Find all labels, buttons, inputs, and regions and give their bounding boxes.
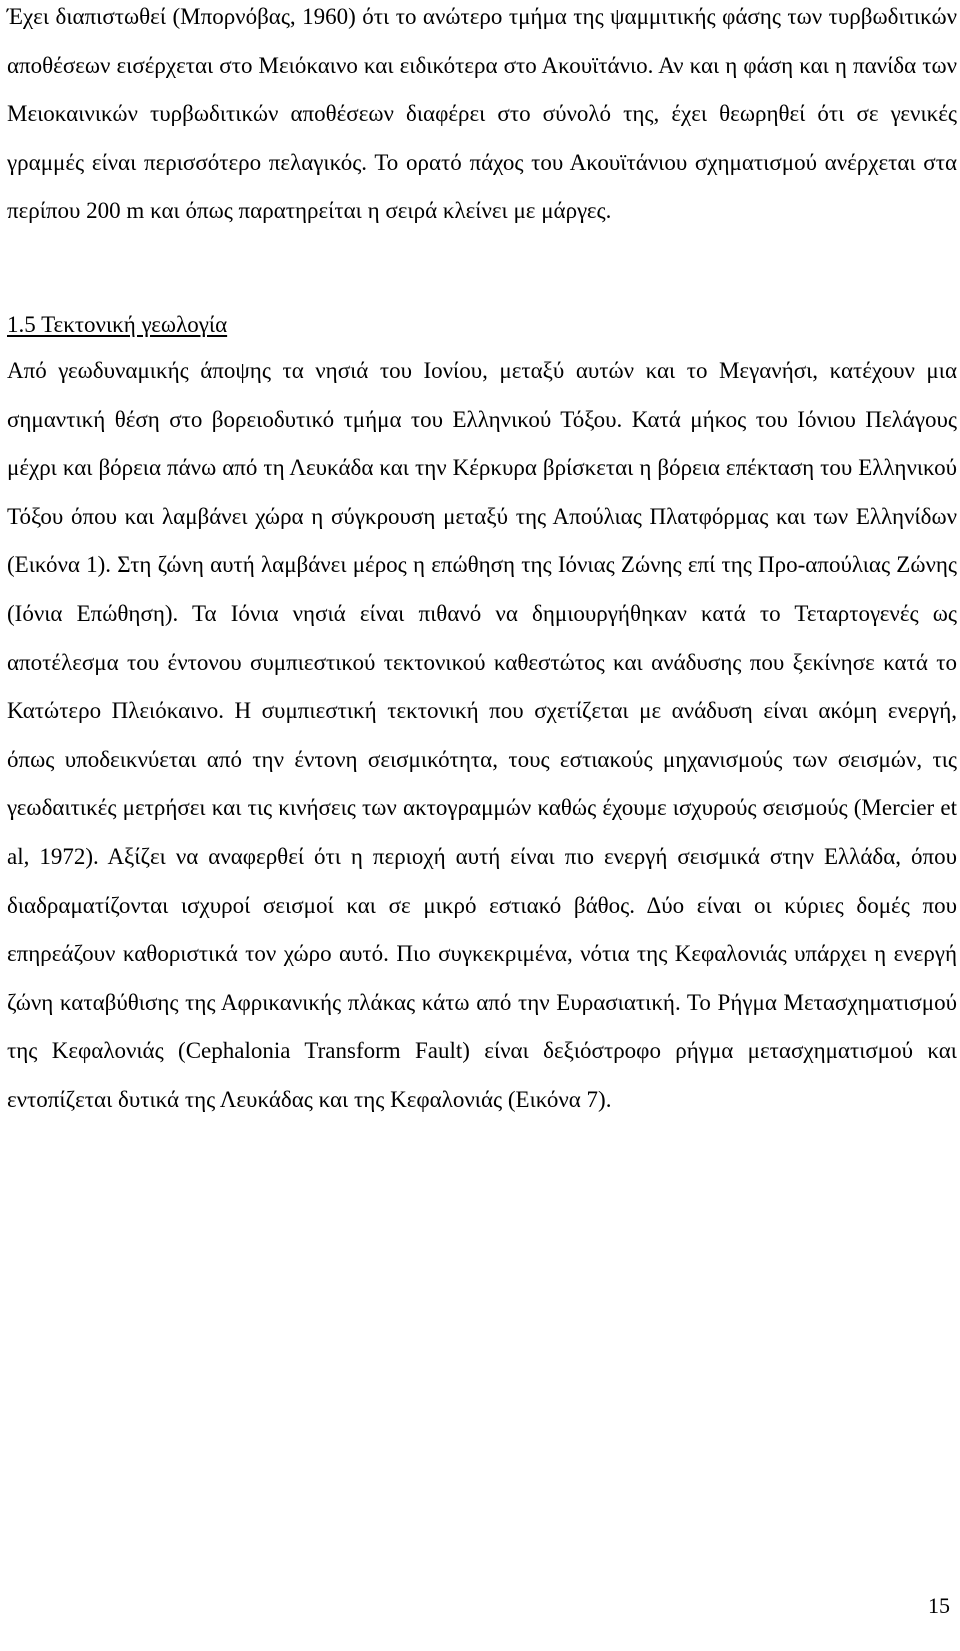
section-heading: 1.5 Τεκτονική γεωλογία [7,312,228,337]
intro-paragraph: Έχει διαπιστωθεί (Μπορνόβας, 1960) ότι το ανώτερο τμήμα της ψαμμιτικής φάσης των τυρβωδιτικών αποθέσεων εισέρχεται στο Μειόκαινο και ειδικότερα στο Ακουϊτάνιο. Αν και η φάση και η πανίδα των Μειοκαινικών τυρβωδιτικών αποθέσεων διαφέρει στο σύνολό της, έχει θεωρηθεί ότι σε γενικές γραμμές είναι περισσότερο πελαγικός. Το ορατό πάχος του Ακουϊτάνιου σχηματισμού ανέρχεται στα περίπου 200 m και όπως παρατηρείται η σειρά κλείνει με μάργες. [7,4,957,224]
tectonic-geology-paragraph: Από γεωδυναμικής άποψης τα νησιά του Ιονίου, μεταξύ αυτών και το Μεγανήσι, κατέχουν μια σημαντική θέση στο βορειοδυτικό τμήμα του Ελληνικού Τόξου. Κατά μήκος του Ιόνιου Πελάγους μέχρι και βόρεια πάνω από τη Λευκάδα και την Κέρκυρα βρίσκεται η βόρεια επέκταση του Ελληνικού Τόξου όπου και λαμβάνει χώρα η σύγκρουση μεταξύ της Απούλιας Πλατφόρμας και των Ελληνίδων (Εικόνα 1). Στη ζώνη αυτή λαμβάνει μέρος η επώθηση της Ιόνιας Ζώνης επί της Προ-απούλιας Ζώνης (Ιόνια Επώθηση). Τα Ιόνια νησιά είναι πιθανό να δημιουργήθηκαν κατά το Τεταρτογενές ως αποτέλεσμα του έντονου συμπιεστικού τεκτονικού καθεστώτος και ανάδυσης που ξεκίνησε κατά το Κατώτερο Πλειόκαινο. Η συμπιεστική τεκτονική που σχετίζεται με ανάδυση είναι ακόμη ενεργή, όπως υποδεικνύεται από την έντονη σεισμικότητα, τους εστιακούς μηχανισμούς των σεισμών, τις γεωδαιτικές μετρήσει και τις κινήσεις των ακτογραμμών καθώς έχουμε ισχυρούς σεισμούς (Mercier et al, 1972). Αξίζει να αναφερθεί ότι η περιοχή αυτή είναι πιο ενεργή σεισμικά στην Ελλάδα, όπου διαδραματίζονται ισχυροί σεισμοί και σε μικρό εστιακό βάθος. Δύο είναι οι κύριες δομές που επηρεάζουν καθοριστικά τον χώρο αυτό. Πιο συγκεκριμένα, νότια της Κεφαλονιάς υπάρχει η ενεργή ζώνη καταβύθισης της Αφρικανικής πλάκας κάτω από την Ευρασιατική. Το Ρήγμα Μετασχηματισμού της Κεφαλονιάς (Cephalonia Transform Fault) είναι δεξιόστροφο ρήγμα μετασχηματισμού και εντοπίζεται δυτικά της Λευκάδας και της Κεφαλονιάς (Εικόνα 7). [7,358,957,1112]
page-number: 15 [928,1593,950,1618]
